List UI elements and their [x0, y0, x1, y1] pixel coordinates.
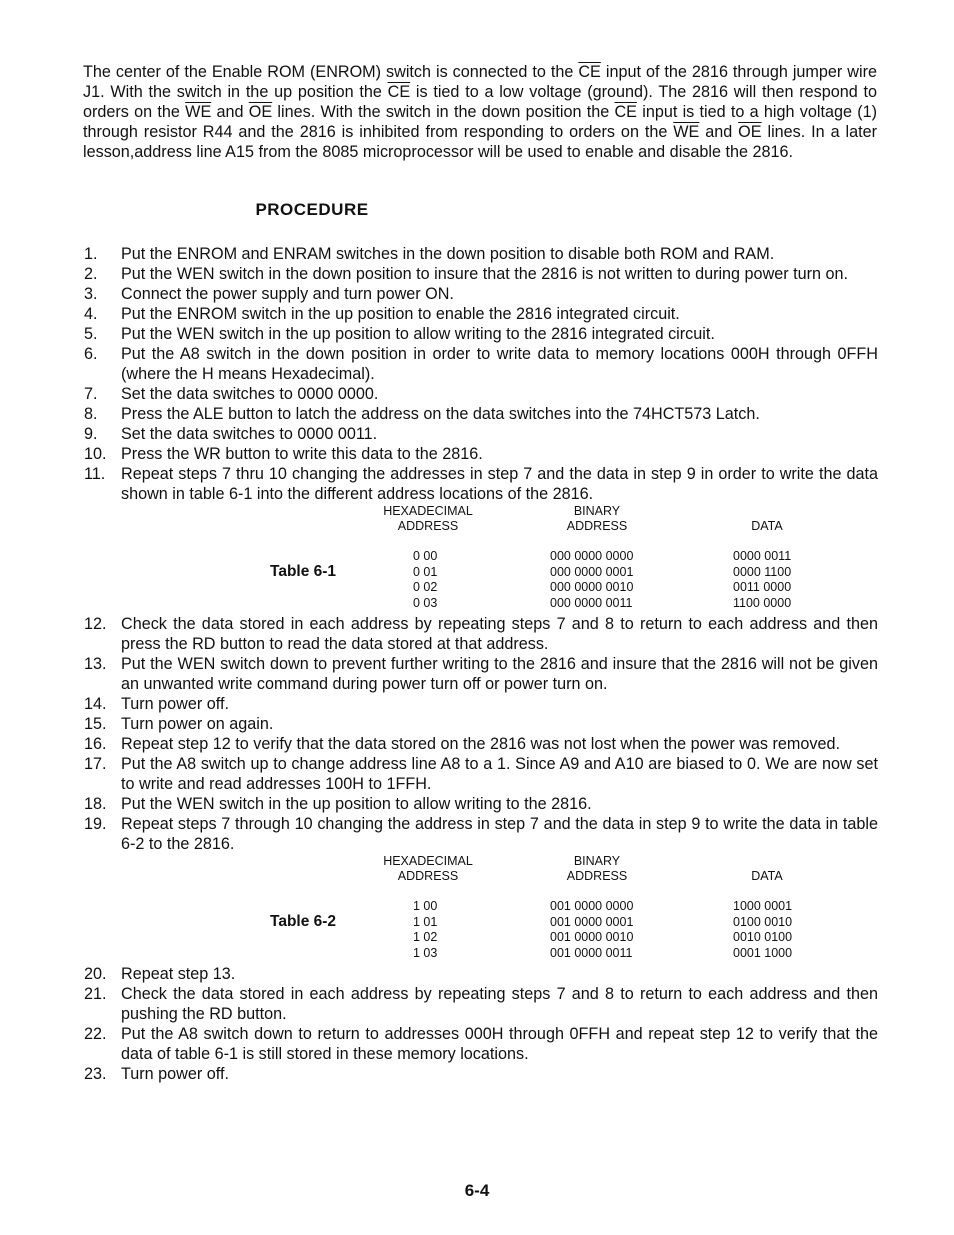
active-low-signal-name: $\overline{WE}$	[673, 123, 700, 141]
intro-segment: and	[211, 103, 249, 121]
table-cell: 1 02	[413, 930, 438, 944]
step-text: Repeat step 13.	[121, 965, 236, 983]
step-number: 2.	[84, 265, 98, 283]
step-text: Set the data switches to 0000 0011.	[121, 425, 378, 443]
intro-segment: lines. With the switch in the down position the	[272, 103, 615, 121]
step-number: 6.	[84, 345, 98, 363]
table-cell: 0 01	[413, 564, 438, 579]
procedure-step	[82, 714, 878, 734]
step-text: Put the WEN switch in the up position to allow writing to the 2816.	[121, 795, 592, 813]
step-text: Repeat step 12 to verify that the data stored on the 2816 was not lost when the power was removed.	[121, 735, 840, 753]
procedure-step	[82, 614, 878, 654]
step-text: Check the data stored in each address by repeating steps 7 and 8 to return to each address and then press the RD button to read the data stored at that address.	[121, 615, 878, 653]
data-header: DATA	[751, 519, 783, 533]
table-cell: 1 03	[413, 945, 438, 960]
active-low-signal-name: $\overline{OE}$	[248, 103, 273, 121]
procedure-step	[82, 344, 878, 384]
procedure-step	[82, 264, 878, 284]
step-number: 12.	[84, 615, 107, 633]
hex-address-header: HEXADECIMAL ADDRESS	[383, 504, 473, 533]
step-text: Repeat steps 7 through 10 changing the address in step 7 and the data in step 9 to write the data in table 6-2 to the 2816.	[121, 815, 878, 853]
table-caption: Table 6-2	[270, 913, 337, 930]
step-text: Put the ENROM and ENRAM switches in the down position to disable both ROM and RAM.	[121, 245, 775, 263]
procedure-step	[82, 1064, 878, 1084]
table-cell: 1 00	[413, 899, 438, 913]
procedure-step	[82, 964, 878, 984]
table-cell: 0 00	[413, 549, 438, 563]
step-number: 4.	[84, 305, 98, 323]
step-text: Put the ENROM switch in the up position to enable the 2816 integrated circuit.	[121, 305, 680, 323]
data-column	[733, 549, 791, 611]
step-text: Repeat steps 7 thru 10 changing the addresses in step 7 and the data in step 9 in order to write the data shown in table 6-1 into the different address locations of the 2816.	[121, 465, 878, 503]
step-number: 17.	[84, 755, 107, 773]
step-number: 21.	[84, 985, 107, 1003]
step-text: Check the data stored in each address by repeating steps 7 and 8 to return to each address and then pushing the RD button.	[121, 985, 878, 1023]
hex-column	[413, 549, 437, 611]
step-number: 20.	[84, 965, 107, 983]
active-low-signal-name: $\overline{CE}$	[614, 103, 637, 121]
step-text: Press the ALE button to latch the address on the data switches into the 74HCT573 Latch.	[121, 405, 760, 423]
procedure-step	[82, 814, 878, 854]
table-cell: 001 0000 0011	[550, 945, 633, 960]
table-cell: 001 0000 0010	[550, 930, 634, 944]
procedure-step	[82, 794, 878, 814]
procedure-step	[82, 424, 878, 444]
step-number: 23.	[84, 1065, 107, 1083]
table-cell: 1000 0001	[733, 899, 793, 913]
table-cell: 000 0000 0011	[550, 595, 633, 610]
step-number: 7.	[84, 385, 98, 403]
data-table	[82, 504, 878, 614]
step-number: 8.	[84, 405, 98, 423]
step-number: 13.	[84, 655, 107, 673]
table-cell: 0000 0011	[733, 549, 792, 563]
table-cell: 001 0000 0000	[550, 899, 634, 913]
step-text: Put the A8 switch up to change address line A8 to a 1. Since A9 and A10 are biased to 0. We are now set to write and read addresses 100H to 1FFH.	[121, 755, 878, 793]
step-number: 19.	[84, 815, 107, 833]
bin-column	[550, 899, 633, 961]
binary-address-header: BINARY ADDRESS	[566, 504, 628, 533]
step-text: Connect the power supply and turn power ON.	[121, 285, 454, 303]
step-number: 5.	[84, 325, 98, 343]
table-cell: 000 0000 0000	[550, 549, 634, 563]
step-number: 14.	[84, 695, 107, 713]
step-number: 3.	[84, 285, 98, 303]
data-column	[733, 899, 792, 961]
procedure-step	[82, 464, 878, 504]
procedure-step	[82, 734, 878, 754]
procedure-step	[82, 304, 878, 324]
intro-segment: and	[699, 123, 739, 141]
procedure-step	[82, 1024, 878, 1064]
intro-segment: is tied to a low voltage (ground). The 2816 will then respond to orders on the	[83, 83, 877, 121]
table-caption: Table 6-1	[270, 563, 337, 580]
procedure-steps	[82, 244, 878, 1084]
procedure-step	[82, 444, 878, 464]
step-number: 15.	[84, 715, 107, 733]
table-cell: 000 0000 0001	[550, 564, 634, 579]
step-number: 16.	[84, 735, 107, 753]
intro-segment: lines. In a later lesson,address line A15 from the 8085 microprocessor will be used to enable and disable the 2816.	[83, 123, 877, 161]
data-header: DATA	[751, 869, 783, 883]
intro-segment: The center of the Enable ROM (ENROM) switch is connected to the	[83, 63, 579, 81]
procedure-step	[82, 244, 878, 264]
intro-paragraph	[83, 62, 877, 162]
intro-segment: input of the 2816 through jumper wire J1. With the switch in the up position the	[83, 63, 877, 101]
table-cell: 0 03	[413, 595, 438, 610]
procedure-heading: PROCEDURE	[255, 200, 369, 219]
table-cell: 0000 1100	[733, 564, 792, 579]
step-text: Turn power off.	[121, 695, 229, 713]
step-number: 22.	[84, 1025, 107, 1043]
table-cell: 0011 0000	[733, 580, 792, 594]
intro-text	[83, 62, 877, 162]
table-cell: 000 0000 0010	[550, 580, 634, 594]
procedure-step	[82, 324, 878, 344]
procedure-step	[82, 284, 878, 304]
table-cell: 1 01	[413, 914, 438, 929]
hex-column	[413, 899, 437, 961]
step-number: 11.	[84, 465, 106, 483]
procedure-step	[82, 984, 878, 1024]
procedure-step	[82, 404, 878, 424]
step-text: Set the data switches to 0000 0000.	[121, 385, 379, 403]
table-cell: 0 02	[413, 580, 438, 594]
table-cell: 0001 1000	[733, 945, 793, 960]
step-text: Put the WEN switch down to prevent further writing to the 2816 and insure that the 2816 will not be given an unwanted write command during power turn off or power turn on.	[121, 655, 878, 693]
binary-address-header: BINARY ADDRESS	[566, 854, 628, 883]
bin-column	[550, 549, 633, 611]
active-low-signal-name: $\overline{WE}$	[185, 103, 212, 121]
step-text: Turn power on again.	[121, 715, 274, 733]
step-text: Put the WEN switch in the up position to allow writing to the 2816 integrated circuit.	[121, 325, 715, 343]
table-cell: 0100 0010	[733, 914, 793, 929]
table-cell: 001 0000 0001	[550, 914, 634, 929]
step-number: 9.	[84, 425, 98, 443]
intro-segment: input is tied to a high voltage (1) through resistor R44 and the 2816 is inhibited from responding to orders on the	[83, 103, 877, 141]
step-number: 10.	[84, 445, 107, 463]
procedure-step	[82, 384, 878, 404]
step-number: 1.	[84, 245, 98, 263]
active-low-signal-name: $\overline{CE}$	[578, 63, 601, 81]
step-text: Put the A8 switch in the down position in order to write data to memory locations 000H through 0FFH (where the H means Hexadecimal).	[121, 345, 878, 383]
table-cell: 1100 0000	[733, 595, 792, 610]
step-number: 18.	[84, 795, 107, 813]
step-text: Put the A8 switch down to return to addresses 000H through 0FFH and repeat step 12 to verify that the data of table 6-1 is still stored in these memory locations.	[121, 1025, 878, 1063]
procedure-step	[82, 654, 878, 694]
step-text: Turn power off.	[121, 1065, 229, 1083]
active-low-signal-name: $\overline{CE}$	[387, 83, 411, 101]
active-low-signal-name: $\overline{OE}$	[738, 123, 762, 141]
step-text: Press the WR button to write this data to the 2816.	[121, 445, 483, 463]
page-number: 6-4	[464, 1181, 490, 1200]
procedure-step	[82, 754, 878, 794]
data-table	[82, 854, 878, 964]
step-text: Put the WEN switch in the down position to insure that the 2816 is not written to during power turn on.	[121, 265, 849, 283]
hex-address-header: HEXADECIMAL ADDRESS	[383, 854, 473, 883]
procedure-step	[82, 694, 878, 714]
table-cell: 0010 0100	[733, 930, 793, 944]
